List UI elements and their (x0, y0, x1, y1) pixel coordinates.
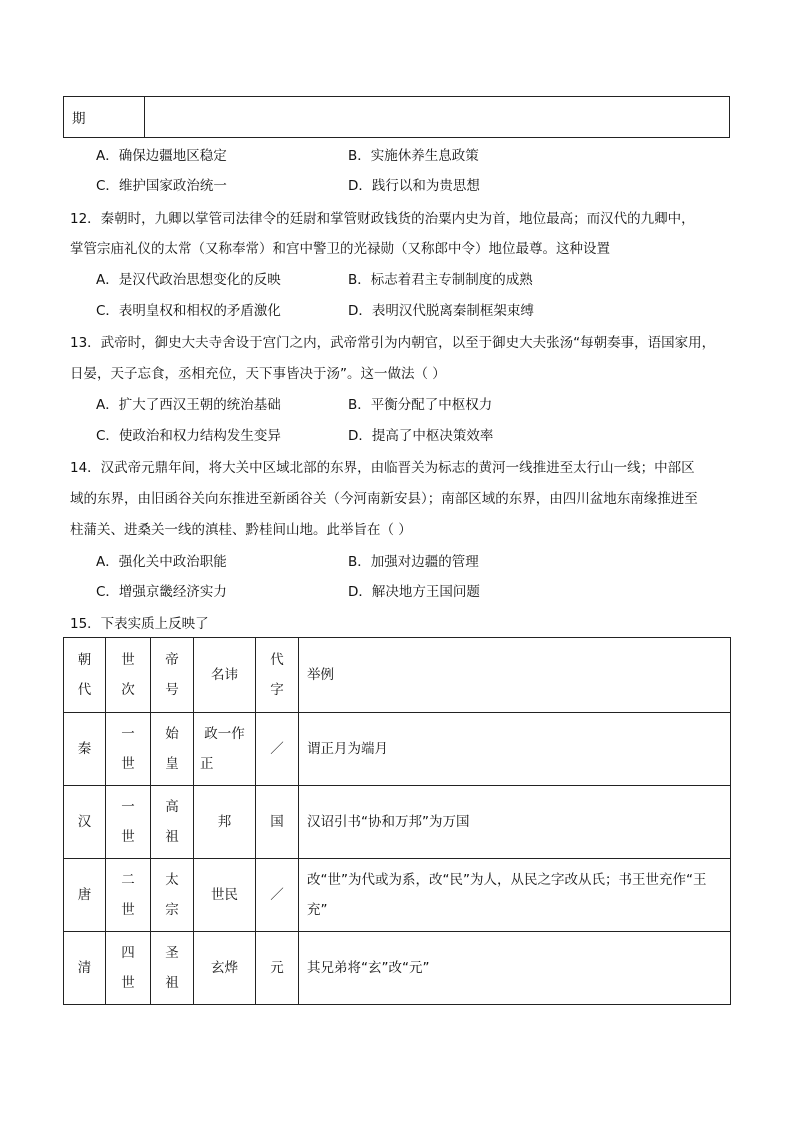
cell-example: 其兄弟将“玄”改“元” (299, 932, 731, 1005)
continued-table (63, 96, 730, 138)
header-name: 名讳 (194, 638, 256, 713)
option-d: D．表明汉代脱离秦制框架束缚 (348, 303, 534, 319)
cell-generation: 四 世 (106, 932, 151, 1005)
option-d: D．提高了中枢决策效率 (348, 428, 494, 444)
question-12-stem: 12．秦朝时，九卿以掌管司法律令的廷尉和掌管财政钱货的治粟内史为首，地位最高；而汉代的九卿中， (70, 211, 695, 227)
table-cell: 期 (64, 97, 145, 137)
cell-dynasty: 唐 (64, 859, 106, 932)
header-substitute: 代 字 (256, 638, 299, 713)
question-15-stem: 15．下表实质上反映了 (70, 616, 209, 632)
question-14-stem-cont: 柱蒲关、进桑关一线的滇桂、黔桂间山地。此举旨在（ ） (70, 522, 412, 538)
header-example: 举例 (299, 638, 731, 713)
table-row (64, 859, 731, 932)
cell-title: 高 祖 (151, 786, 194, 859)
option-a: A．扩大了西汉王朝的统治基础 (96, 397, 281, 413)
cell-title: 圣 祖 (151, 932, 194, 1005)
table-header-row (64, 638, 731, 713)
cell-dynasty: 秦 (64, 713, 106, 786)
cell-generation: 一 世 (106, 713, 151, 786)
table-row (64, 932, 731, 1005)
cell-name: 世民 (194, 859, 256, 932)
cell-generation: 一 世 (106, 786, 151, 859)
taboo-table (63, 637, 731, 1005)
option-c: C．使政治和权力结构发生变异 (96, 428, 281, 444)
cell-substitute: 元 (256, 932, 299, 1005)
option-a: A．确保边疆地区稳定 (96, 148, 227, 164)
cell-example: 汉诏引书“协和万邦”为万国 (299, 786, 731, 859)
option-d: D．解决地方王国问题 (348, 584, 480, 600)
option-a: A．强化关中政治职能 (96, 554, 227, 570)
option-b: B．加强对边疆的管理 (348, 554, 479, 570)
question-14-stem-cont: 域的东界，由旧函谷关向东推进至新函谷关（今河南新安县）；南部区域的东界，由四川盆地东南缘推进至 (70, 491, 698, 507)
cell-name: 邦 (194, 786, 256, 859)
table-row (64, 786, 731, 859)
cell-generation: 二 世 (106, 859, 151, 932)
option-a: A．是汉代政治思想变化的反映 (96, 272, 281, 288)
option-b: B．实施休养生息政策 (348, 148, 479, 164)
cell-name: 政一作 正 (194, 713, 256, 786)
option-c: C．表明皇权和相权的矛盾激化 (96, 303, 281, 319)
cell-title: 始 皇 (151, 713, 194, 786)
cell-substitute: ／ (256, 859, 299, 932)
header-dynasty: 朝 代 (64, 638, 106, 713)
option-c: C．维护国家政治统一 (96, 178, 227, 194)
question-13-stem: 13．武帝时，御史大夫寺舍设于宫门之内，武帝常引为内朝官，以至于御史大夫张汤“每朝奏事，语国家用， (70, 335, 716, 351)
question-14-stem: 14．汉武帝元鼎年间，将大关中区域北部的东界，由临晋关为标志的黄河一线推进至太行山一线；中部区 (70, 460, 695, 476)
question-12-stem-cont: 掌管宗庙礼仪的太常（又称奉常）和宫中警卫的光禄勋（又称郎中令）地位最尊。这种设置 (70, 241, 610, 257)
option-c: C．增强京畿经济实力 (96, 584, 227, 600)
cell-name: 玄烨 (194, 932, 256, 1005)
cell-example: 改“世”为代或为系，改“民”为人，从民之字改从氏；书王世充作“王 充” (299, 859, 731, 932)
header-generation: 世 次 (106, 638, 151, 713)
header-title: 帝 号 (151, 638, 194, 713)
cell-dynasty: 汉 (64, 786, 106, 859)
table-row (64, 713, 731, 786)
option-d: D．践行以和为贵思想 (348, 178, 480, 194)
option-b: B．平衡分配了中枢权力 (348, 397, 493, 413)
cell-example: 谓正月为端月 (299, 713, 731, 786)
option-b: B．标志着君主专制制度的成熟 (348, 272, 533, 288)
cell-substitute: ／ (256, 713, 299, 786)
table-cell (145, 97, 729, 137)
cell-dynasty: 清 (64, 932, 106, 1005)
cell-title: 太 宗 (151, 859, 194, 932)
question-13-stem-cont: 日晏，天子忘食，丞相充位，天下事皆决于汤”。这一做法（ ） (70, 366, 446, 382)
cell-substitute: 国 (256, 786, 299, 859)
